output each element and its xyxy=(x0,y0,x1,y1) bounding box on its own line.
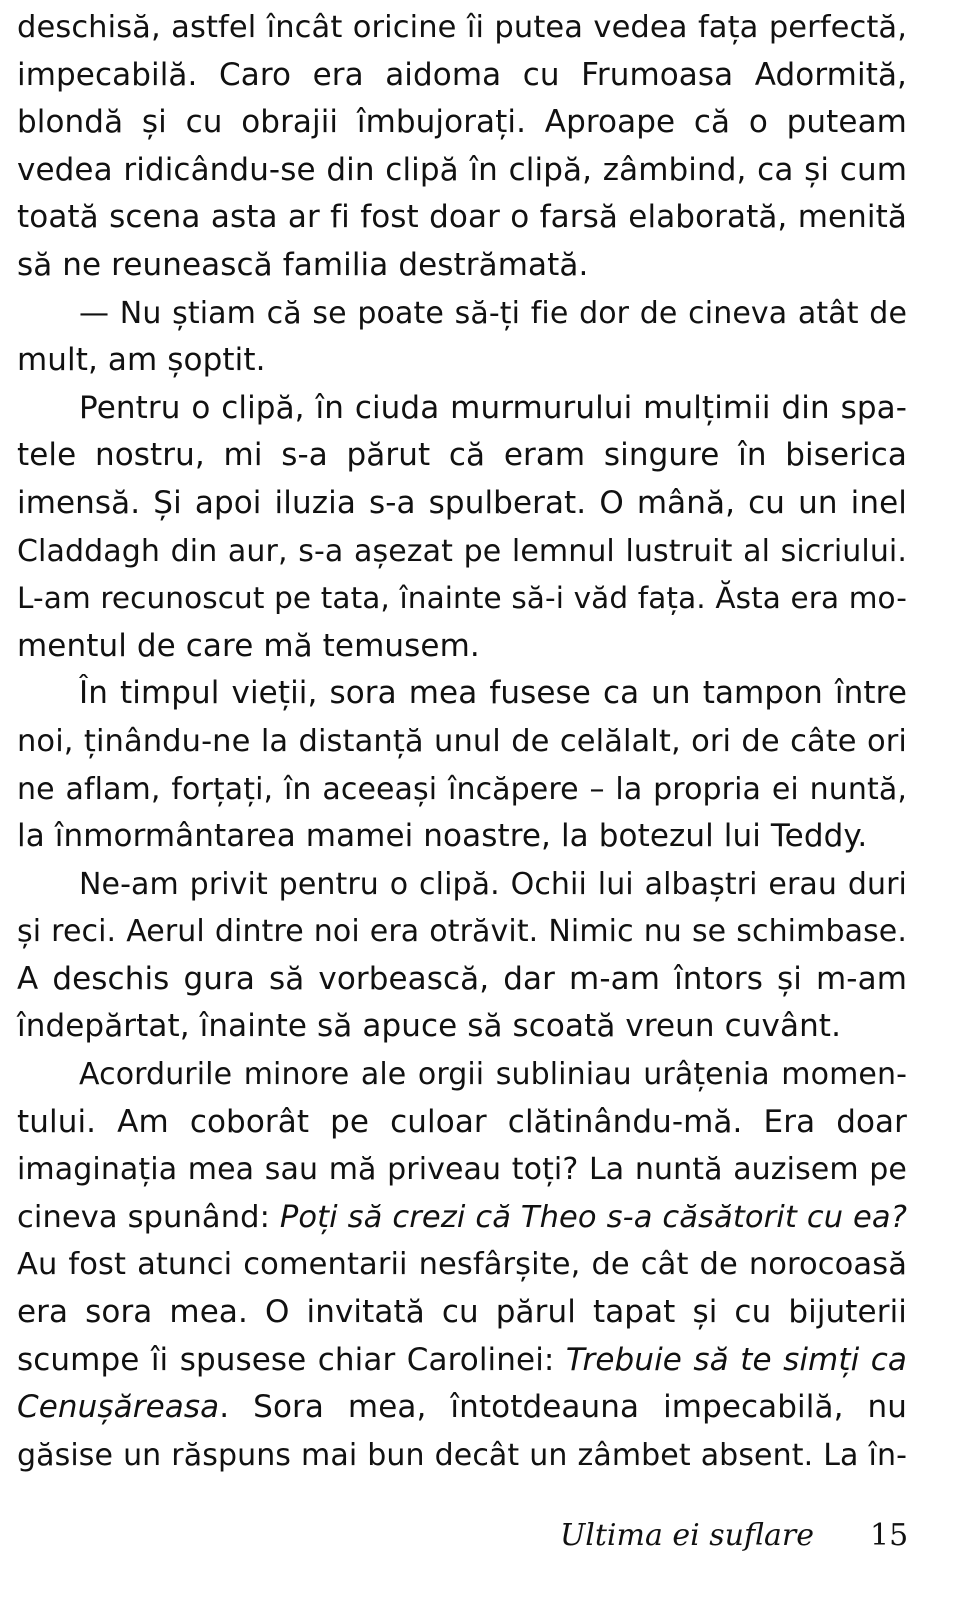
text-line: noi, ținându-ne la distanță unul de celălalt, ori de câte ori xyxy=(17,723,907,759)
text-line: imensă. Și apoi iluzia s-a spulberat. O mână, cu un inel xyxy=(17,484,907,521)
text-segment: cineva spunând: xyxy=(17,1199,280,1235)
text-line: impecabilă. Caro era aidoma cu Frumoasa Adormită, xyxy=(17,56,907,93)
text-line xyxy=(17,1337,907,1385)
text-line: tului. Am coborât pe culoar clătinându-mă. Era doar xyxy=(17,1103,907,1140)
text-line: toată scena asta ar fi fost doar o farsă elaborată, menită xyxy=(17,199,907,236)
body-text xyxy=(17,4,907,1479)
page-footer xyxy=(0,1518,976,1568)
text-line: — Nu știam că se poate să-ți fie dor de cineva atât de xyxy=(79,295,907,331)
text-line: În timpul vieții, sora mea fusese ca un tampon între xyxy=(79,675,907,712)
text-line: Claddagh din aur, s-a așezat pe lemnul lustruit al sicriului. xyxy=(17,533,907,569)
text-line xyxy=(17,1384,907,1432)
text-line: Pentru o clipă, în ciuda murmurului mulțimii din spa- xyxy=(79,389,907,426)
text-line: A deschis gura să vorbească, dar m-am întors și m-am xyxy=(17,960,907,997)
text-line: îndepărtat, înainte să apuce să scoată vreun cuvânt. xyxy=(17,1008,842,1045)
text-line: Acordurile minore ale orgii subliniau urâțenia momen- xyxy=(79,1057,907,1093)
text-line: blondă și cu obrajii îmbujorați. Aproape că o puteam xyxy=(17,104,907,141)
text-line: la înmormântarea mamei noastre, la botezul lui Teddy. xyxy=(17,818,868,855)
page-number: 15 xyxy=(870,1518,909,1553)
text-line: să ne reunească familia destrămată. xyxy=(17,246,589,283)
text-line: deschisă, astfel încât oricine îi putea vedea fața perfectă, xyxy=(17,10,907,45)
text-line: imaginația mea sau mă priveau toți? La nuntă auzisem pe xyxy=(17,1152,907,1188)
text-line: L-am recunoscut pe tata, înainte să-i văd fața. Ăsta era mo- xyxy=(17,581,907,616)
text-line: și reci. Aerul dintre noi era otrăvit. Nimic nu se schimbase. xyxy=(17,914,907,950)
running-title: Ultima ei suflare xyxy=(560,1518,814,1553)
text-segment: scumpe îi spusese chiar Carolinei: xyxy=(17,1341,566,1378)
text-line xyxy=(17,1194,907,1242)
text-line: Au fost atunci comentarii nesfârșite, de cât de norocoasă xyxy=(17,1247,907,1283)
text-line: ne aflam, forțați, în aceeași încăpere – la propria ei nuntă, xyxy=(17,771,907,807)
text-segment: . Sora mea, întotdeauna impecabilă, nu xyxy=(219,1389,907,1426)
text-line: tele nostru, mi s-a părut că eram singure în biserica xyxy=(17,437,907,474)
italic-quote: Poți să crezi că Theo s-a căsătorit cu ea? xyxy=(279,1199,907,1235)
text-line: găsise un răspuns mai bun decât un zâmbet absent. La în- xyxy=(17,1437,907,1473)
text-line: mult, am șoptit. xyxy=(17,342,266,379)
text-line: Ne-am privit pentru o clipă. Ochii lui albaștri erau duri xyxy=(79,866,907,902)
text-line: mentul de care mă temusem. xyxy=(17,627,480,664)
text-line: vedea ridicându-se din clipă în clipă, zâmbind, ca și cum xyxy=(17,151,907,188)
italic-quote: Trebuie să te simți ca xyxy=(565,1341,907,1378)
text-line: era sora mea. O invitată cu părul tapat și cu bijuterii xyxy=(17,1294,907,1331)
italic-quote: Cenușăreasa xyxy=(17,1389,220,1426)
